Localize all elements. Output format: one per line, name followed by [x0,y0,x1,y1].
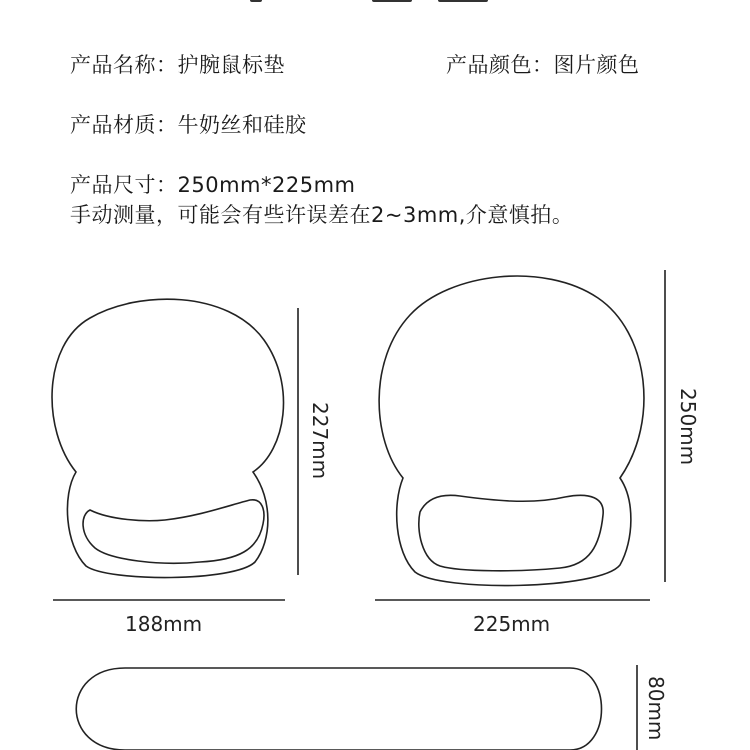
small-height-label: 227mm [308,402,332,480]
product-color-label: 产品颜色： [446,53,554,77]
small-pad-outline [52,299,283,577]
large-height-label: 250mm [676,388,700,466]
measurement-note: 手动测量，可能会有些许误差在2~3mm,介意慎拍。 [70,203,574,227]
product-size-label: 产品尺寸： [70,173,178,197]
product-name-value: 护腕鼠标垫 [177,53,285,77]
product-name-label: 产品名称： [70,53,178,77]
product-material-value: 牛奶丝和硅胶 [177,113,307,137]
large-width-label: 225mm [473,612,551,636]
small-pad-wrist-rest [83,500,264,563]
product-color-value: 图片颜色 [553,53,640,77]
product-material-label: 产品材质： [70,113,178,137]
product-size-value: 250mm*225mm [177,173,356,197]
small-width-label: 188mm [125,612,203,636]
large-pad-wrist-rest [419,495,603,570]
large-pad-outline [379,276,644,586]
rest-height-label: 80mm [644,676,668,741]
rest-outline [76,668,601,750]
